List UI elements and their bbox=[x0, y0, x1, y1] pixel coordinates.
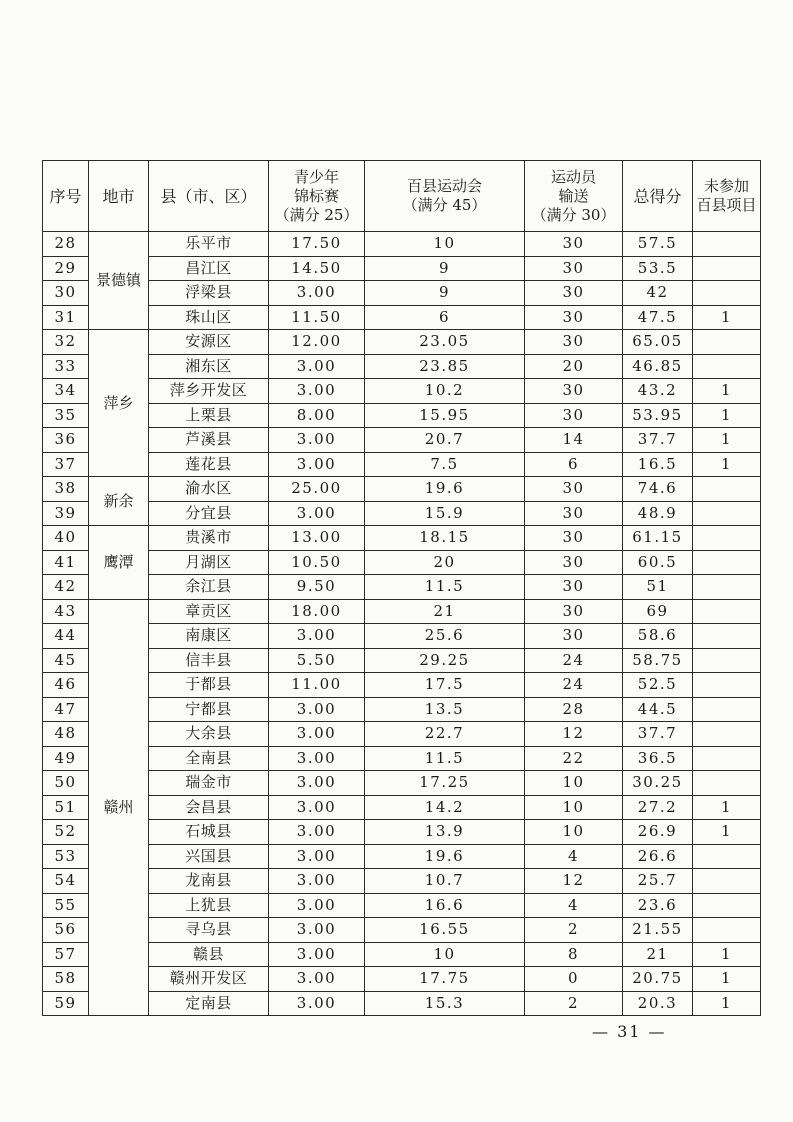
cell-total-score: 21 bbox=[623, 942, 693, 967]
cell-games-score: 18.15 bbox=[365, 526, 525, 551]
cell-absent-count bbox=[693, 477, 761, 502]
cell-youth-score: 3.00 bbox=[269, 354, 365, 379]
header-games-line1: 百县运动会 bbox=[406, 177, 482, 195]
cell-athlete-score: 8 bbox=[525, 942, 623, 967]
cell-games-score: 10.2 bbox=[365, 379, 525, 404]
cell-total-score: 36.5 bbox=[623, 746, 693, 771]
cell-county: 章贡区 bbox=[149, 599, 269, 624]
header-youth-line2: 锦标赛 bbox=[293, 186, 339, 205]
cell-absent-count bbox=[693, 256, 761, 281]
cell-athlete-score: 24 bbox=[525, 673, 623, 698]
cell-seq: 54 bbox=[43, 869, 89, 894]
cell-youth-score: 17.50 bbox=[269, 232, 365, 257]
cell-county: 安源区 bbox=[149, 330, 269, 355]
cell-city: 新余 bbox=[89, 477, 149, 526]
cell-youth-score: 3.00 bbox=[269, 428, 365, 453]
cell-total-score: 46.85 bbox=[623, 354, 693, 379]
cell-total-score: 42 bbox=[623, 281, 693, 306]
cell-athlete-score: 2 bbox=[525, 991, 623, 1016]
cell-seq: 48 bbox=[43, 722, 89, 747]
cell-seq: 47 bbox=[43, 697, 89, 722]
cell-absent-count bbox=[693, 550, 761, 575]
cell-absent-count: 1 bbox=[693, 820, 761, 845]
cell-athlete-score: 30 bbox=[525, 232, 623, 257]
cell-county: 珠山区 bbox=[149, 305, 269, 330]
table-row bbox=[43, 281, 761, 306]
cell-athlete-score: 12 bbox=[525, 869, 623, 894]
cell-youth-score: 3.00 bbox=[269, 746, 365, 771]
cell-youth-score: 3.00 bbox=[269, 771, 365, 796]
cell-absent-count bbox=[693, 697, 761, 722]
table-body bbox=[43, 232, 761, 1016]
header-county: 县（市、区） bbox=[149, 161, 269, 232]
cell-games-score: 7.5 bbox=[365, 452, 525, 477]
cell-athlete-score: 30 bbox=[525, 256, 623, 281]
cell-absent-count bbox=[693, 893, 761, 918]
table-row bbox=[43, 648, 761, 673]
cell-absent-count: 1 bbox=[693, 379, 761, 404]
cell-absent-count bbox=[693, 844, 761, 869]
table-row bbox=[43, 624, 761, 649]
cell-games-score: 17.5 bbox=[365, 673, 525, 698]
table-row bbox=[43, 918, 761, 943]
cell-games-score: 19.6 bbox=[365, 477, 525, 502]
cell-absent-count: 1 bbox=[693, 428, 761, 453]
cell-seq: 37 bbox=[43, 452, 89, 477]
table-row bbox=[43, 526, 761, 551]
cell-games-score: 11.5 bbox=[365, 575, 525, 600]
page-number: — 31 — bbox=[592, 1022, 667, 1041]
cell-absent-count bbox=[693, 771, 761, 796]
cell-total-score: 53.95 bbox=[623, 403, 693, 428]
header-city: 地市 bbox=[89, 161, 149, 232]
cell-youth-score: 18.00 bbox=[269, 599, 365, 624]
cell-youth-score: 3.00 bbox=[269, 918, 365, 943]
table-row bbox=[43, 501, 761, 526]
cell-youth-score: 5.50 bbox=[269, 648, 365, 673]
cell-youth-score: 3.00 bbox=[269, 844, 365, 869]
table-row bbox=[43, 330, 761, 355]
cell-athlete-score: 10 bbox=[525, 820, 623, 845]
cell-games-score: 23.85 bbox=[365, 354, 525, 379]
cell-seq: 34 bbox=[43, 379, 89, 404]
cell-seq: 46 bbox=[43, 673, 89, 698]
cell-county: 兴国县 bbox=[149, 844, 269, 869]
cell-games-score: 11.5 bbox=[365, 746, 525, 771]
cell-youth-score: 3.00 bbox=[269, 452, 365, 477]
table-row bbox=[43, 722, 761, 747]
cell-total-score: 51 bbox=[623, 575, 693, 600]
cell-absent-count bbox=[693, 599, 761, 624]
cell-games-score: 20 bbox=[365, 550, 525, 575]
cell-athlete-score: 4 bbox=[525, 844, 623, 869]
cell-county: 上犹县 bbox=[149, 893, 269, 918]
cell-absent-count bbox=[693, 526, 761, 551]
cell-seq: 49 bbox=[43, 746, 89, 771]
cell-total-score: 60.5 bbox=[623, 550, 693, 575]
table-row bbox=[43, 452, 761, 477]
cell-seq: 30 bbox=[43, 281, 89, 306]
cell-county: 全南县 bbox=[149, 746, 269, 771]
header-athlete-line2: 输送 bbox=[558, 186, 589, 205]
table-row bbox=[43, 893, 761, 918]
cell-county: 寻乌县 bbox=[149, 918, 269, 943]
cell-seq: 36 bbox=[43, 428, 89, 453]
cell-county: 定南县 bbox=[149, 991, 269, 1016]
cell-county: 信丰县 bbox=[149, 648, 269, 673]
cell-youth-score: 3.00 bbox=[269, 501, 365, 526]
table-row bbox=[43, 428, 761, 453]
cell-games-score: 17.75 bbox=[365, 967, 525, 992]
cell-city: 赣州 bbox=[89, 599, 149, 1016]
cell-athlete-score: 30 bbox=[525, 477, 623, 502]
cell-athlete-score: 30 bbox=[525, 526, 623, 551]
cell-games-score: 13.5 bbox=[365, 697, 525, 722]
cell-county: 宁都县 bbox=[149, 697, 269, 722]
cell-games-score: 9 bbox=[365, 256, 525, 281]
cell-county: 大余县 bbox=[149, 722, 269, 747]
header-absent-line2: 百县项目 bbox=[696, 196, 757, 214]
table-row bbox=[43, 379, 761, 404]
cell-games-score: 10.7 bbox=[365, 869, 525, 894]
table-row bbox=[43, 820, 761, 845]
cell-city: 鹰潭 bbox=[89, 526, 149, 600]
cell-youth-score: 3.00 bbox=[269, 942, 365, 967]
cell-county: 萍乡开发区 bbox=[149, 379, 269, 404]
cell-seq: 51 bbox=[43, 795, 89, 820]
cell-absent-count bbox=[693, 501, 761, 526]
cell-absent-count bbox=[693, 575, 761, 600]
cell-seq: 42 bbox=[43, 575, 89, 600]
cell-county: 石城县 bbox=[149, 820, 269, 845]
cell-youth-score: 3.00 bbox=[269, 795, 365, 820]
cell-county: 莲花县 bbox=[149, 452, 269, 477]
cell-athlete-score: 30 bbox=[525, 501, 623, 526]
cell-county: 芦溪县 bbox=[149, 428, 269, 453]
cell-total-score: 26.6 bbox=[623, 844, 693, 869]
cell-seq: 29 bbox=[43, 256, 89, 281]
cell-total-score: 20.3 bbox=[623, 991, 693, 1016]
cell-total-score: 43.2 bbox=[623, 379, 693, 404]
cell-athlete-score: 30 bbox=[525, 550, 623, 575]
cell-youth-score: 3.00 bbox=[269, 991, 365, 1016]
cell-athlete-score: 10 bbox=[525, 795, 623, 820]
cell-games-score: 29.25 bbox=[365, 648, 525, 673]
cell-county: 湘东区 bbox=[149, 354, 269, 379]
cell-athlete-score: 2 bbox=[525, 918, 623, 943]
cell-total-score: 48.9 bbox=[623, 501, 693, 526]
table-row bbox=[43, 967, 761, 992]
cell-games-score: 23.05 bbox=[365, 330, 525, 355]
cell-athlete-score: 12 bbox=[525, 722, 623, 747]
cell-seq: 52 bbox=[43, 820, 89, 845]
cell-youth-score: 13.00 bbox=[269, 526, 365, 551]
cell-total-score: 27.2 bbox=[623, 795, 693, 820]
cell-total-score: 16.5 bbox=[623, 452, 693, 477]
cell-county: 赣县 bbox=[149, 942, 269, 967]
cell-seq: 39 bbox=[43, 501, 89, 526]
header-total: 总得分 bbox=[623, 161, 693, 232]
cell-seq: 31 bbox=[43, 305, 89, 330]
header-games-line2: （满分 45） bbox=[402, 196, 487, 214]
cell-absent-count bbox=[693, 918, 761, 943]
cell-county: 于都县 bbox=[149, 673, 269, 698]
cell-absent-count bbox=[693, 673, 761, 698]
cell-absent-count bbox=[693, 281, 761, 306]
table-row bbox=[43, 305, 761, 330]
cell-games-score: 15.95 bbox=[365, 403, 525, 428]
table-row bbox=[43, 232, 761, 257]
cell-total-score: 37.7 bbox=[623, 722, 693, 747]
cell-seq: 53 bbox=[43, 844, 89, 869]
cell-seq: 44 bbox=[43, 624, 89, 649]
cell-absent-count bbox=[693, 648, 761, 673]
header-athlete-line1: 运动员 bbox=[550, 167, 596, 186]
table-row bbox=[43, 673, 761, 698]
cell-county: 赣州开发区 bbox=[149, 967, 269, 992]
cell-games-score: 13.9 bbox=[365, 820, 525, 845]
cell-athlete-score: 6 bbox=[525, 452, 623, 477]
cell-total-score: 58.75 bbox=[623, 648, 693, 673]
header-youth-line1: 青少年 bbox=[293, 167, 339, 186]
table-row bbox=[43, 697, 761, 722]
cell-athlete-score: 10 bbox=[525, 771, 623, 796]
cell-absent-count bbox=[693, 624, 761, 649]
cell-county: 余江县 bbox=[149, 575, 269, 600]
cell-city: 萍乡 bbox=[89, 330, 149, 477]
cell-youth-score: 3.00 bbox=[269, 624, 365, 649]
cell-absent-count: 1 bbox=[693, 795, 761, 820]
cell-total-score: 53.5 bbox=[623, 256, 693, 281]
cell-county: 贵溪市 bbox=[149, 526, 269, 551]
cell-total-score: 23.6 bbox=[623, 893, 693, 918]
header-athlete-line3: （满分 30） bbox=[531, 205, 616, 224]
cell-total-score: 44.5 bbox=[623, 697, 693, 722]
table-row bbox=[43, 746, 761, 771]
cell-total-score: 57.5 bbox=[623, 232, 693, 257]
cell-total-score: 61.15 bbox=[623, 526, 693, 551]
cell-absent-count: 1 bbox=[693, 967, 761, 992]
header-seq: 序号 bbox=[43, 161, 89, 232]
table-row bbox=[43, 477, 761, 502]
table-row bbox=[43, 771, 761, 796]
cell-athlete-score: 30 bbox=[525, 575, 623, 600]
cell-athlete-score: 22 bbox=[525, 746, 623, 771]
cell-absent-count: 1 bbox=[693, 305, 761, 330]
table-row bbox=[43, 256, 761, 281]
cell-total-score: 69 bbox=[623, 599, 693, 624]
cell-seq: 33 bbox=[43, 354, 89, 379]
cell-athlete-score: 30 bbox=[525, 403, 623, 428]
table-row bbox=[43, 795, 761, 820]
cell-total-score: 65.05 bbox=[623, 330, 693, 355]
cell-county: 分宜县 bbox=[149, 501, 269, 526]
cell-absent-count bbox=[693, 869, 761, 894]
cell-total-score: 26.9 bbox=[623, 820, 693, 845]
cell-total-score: 58.6 bbox=[623, 624, 693, 649]
cell-county: 昌江区 bbox=[149, 256, 269, 281]
cell-absent-count bbox=[693, 330, 761, 355]
cell-games-score: 17.25 bbox=[365, 771, 525, 796]
table-row bbox=[43, 844, 761, 869]
cell-youth-score: 3.00 bbox=[269, 379, 365, 404]
cell-seq: 57 bbox=[43, 942, 89, 967]
cell-youth-score: 9.50 bbox=[269, 575, 365, 600]
table-row bbox=[43, 575, 761, 600]
table-row bbox=[43, 991, 761, 1016]
cell-games-score: 19.6 bbox=[365, 844, 525, 869]
cell-youth-score: 3.00 bbox=[269, 967, 365, 992]
cell-athlete-score: 4 bbox=[525, 893, 623, 918]
header-athlete bbox=[525, 161, 623, 232]
cell-seq: 43 bbox=[43, 599, 89, 624]
cell-games-score: 10 bbox=[365, 942, 525, 967]
header-youth-line3: （满分 25） bbox=[274, 205, 359, 224]
cell-games-score: 15.9 bbox=[365, 501, 525, 526]
cell-total-score: 25.7 bbox=[623, 869, 693, 894]
cell-county: 南康区 bbox=[149, 624, 269, 649]
cell-county: 会昌县 bbox=[149, 795, 269, 820]
cell-athlete-score: 0 bbox=[525, 967, 623, 992]
cell-athlete-score: 30 bbox=[525, 281, 623, 306]
cell-youth-score: 3.00 bbox=[269, 820, 365, 845]
cell-games-score: 6 bbox=[365, 305, 525, 330]
cell-youth-score: 11.50 bbox=[269, 305, 365, 330]
cell-seq: 50 bbox=[43, 771, 89, 796]
cell-youth-score: 3.00 bbox=[269, 722, 365, 747]
table-row bbox=[43, 869, 761, 894]
cell-games-score: 9 bbox=[365, 281, 525, 306]
table-row bbox=[43, 403, 761, 428]
cell-seq: 59 bbox=[43, 991, 89, 1016]
county-score-table bbox=[42, 160, 761, 1016]
cell-total-score: 52.5 bbox=[623, 673, 693, 698]
cell-total-score: 74.6 bbox=[623, 477, 693, 502]
cell-absent-count: 1 bbox=[693, 991, 761, 1016]
cell-seq: 45 bbox=[43, 648, 89, 673]
cell-games-score: 21 bbox=[365, 599, 525, 624]
cell-games-score: 15.3 bbox=[365, 991, 525, 1016]
cell-seq: 56 bbox=[43, 918, 89, 943]
cell-county: 浮梁县 bbox=[149, 281, 269, 306]
cell-youth-score: 3.00 bbox=[269, 281, 365, 306]
cell-total-score: 37.7 bbox=[623, 428, 693, 453]
cell-total-score: 47.5 bbox=[623, 305, 693, 330]
cell-absent-count bbox=[693, 722, 761, 747]
cell-youth-score: 11.00 bbox=[269, 673, 365, 698]
table-row bbox=[43, 354, 761, 379]
cell-athlete-score: 30 bbox=[525, 379, 623, 404]
header-absent-line1: 未参加 bbox=[703, 177, 749, 195]
cell-seq: 55 bbox=[43, 893, 89, 918]
cell-athlete-score: 24 bbox=[525, 648, 623, 673]
cell-games-score: 22.7 bbox=[365, 722, 525, 747]
cell-county: 龙南县 bbox=[149, 869, 269, 894]
cell-athlete-score: 30 bbox=[525, 599, 623, 624]
cell-athlete-score: 28 bbox=[525, 697, 623, 722]
cell-youth-score: 10.50 bbox=[269, 550, 365, 575]
table-row bbox=[43, 599, 761, 624]
cell-seq: 40 bbox=[43, 526, 89, 551]
cell-absent-count: 1 bbox=[693, 452, 761, 477]
cell-absent-count bbox=[693, 354, 761, 379]
cell-youth-score: 14.50 bbox=[269, 256, 365, 281]
cell-youth-score: 12.00 bbox=[269, 330, 365, 355]
cell-games-score: 16.55 bbox=[365, 918, 525, 943]
cell-youth-score: 25.00 bbox=[269, 477, 365, 502]
cell-county: 瑞金市 bbox=[149, 771, 269, 796]
cell-seq: 35 bbox=[43, 403, 89, 428]
cell-absent-count: 1 bbox=[693, 403, 761, 428]
cell-city: 景德镇 bbox=[89, 232, 149, 330]
cell-total-score: 30.25 bbox=[623, 771, 693, 796]
header-row bbox=[43, 161, 761, 232]
cell-games-score: 14.2 bbox=[365, 795, 525, 820]
cell-absent-count bbox=[693, 746, 761, 771]
cell-absent-count bbox=[693, 232, 761, 257]
cell-seq: 32 bbox=[43, 330, 89, 355]
cell-games-score: 25.6 bbox=[365, 624, 525, 649]
header-games bbox=[365, 161, 525, 232]
cell-county: 渝水区 bbox=[149, 477, 269, 502]
cell-athlete-score: 20 bbox=[525, 354, 623, 379]
cell-total-score: 20.75 bbox=[623, 967, 693, 992]
cell-seq: 28 bbox=[43, 232, 89, 257]
cell-games-score: 20.7 bbox=[365, 428, 525, 453]
cell-county: 上栗县 bbox=[149, 403, 269, 428]
cell-youth-score: 3.00 bbox=[269, 869, 365, 894]
cell-seq: 41 bbox=[43, 550, 89, 575]
table-row bbox=[43, 942, 761, 967]
cell-seq: 58 bbox=[43, 967, 89, 992]
cell-absent-count: 1 bbox=[693, 942, 761, 967]
cell-athlete-score: 30 bbox=[525, 330, 623, 355]
table-row bbox=[43, 550, 761, 575]
header-youth bbox=[269, 161, 365, 232]
cell-total-score: 21.55 bbox=[623, 918, 693, 943]
cell-seq: 38 bbox=[43, 477, 89, 502]
header-absent bbox=[693, 161, 761, 232]
cell-games-score: 16.6 bbox=[365, 893, 525, 918]
cell-athlete-score: 30 bbox=[525, 305, 623, 330]
cell-games-score: 10 bbox=[365, 232, 525, 257]
cell-youth-score: 3.00 bbox=[269, 893, 365, 918]
cell-county: 乐平市 bbox=[149, 232, 269, 257]
cell-county: 月湖区 bbox=[149, 550, 269, 575]
cell-athlete-score: 30 bbox=[525, 624, 623, 649]
cell-athlete-score: 14 bbox=[525, 428, 623, 453]
cell-youth-score: 3.00 bbox=[269, 697, 365, 722]
cell-youth-score: 8.00 bbox=[269, 403, 365, 428]
